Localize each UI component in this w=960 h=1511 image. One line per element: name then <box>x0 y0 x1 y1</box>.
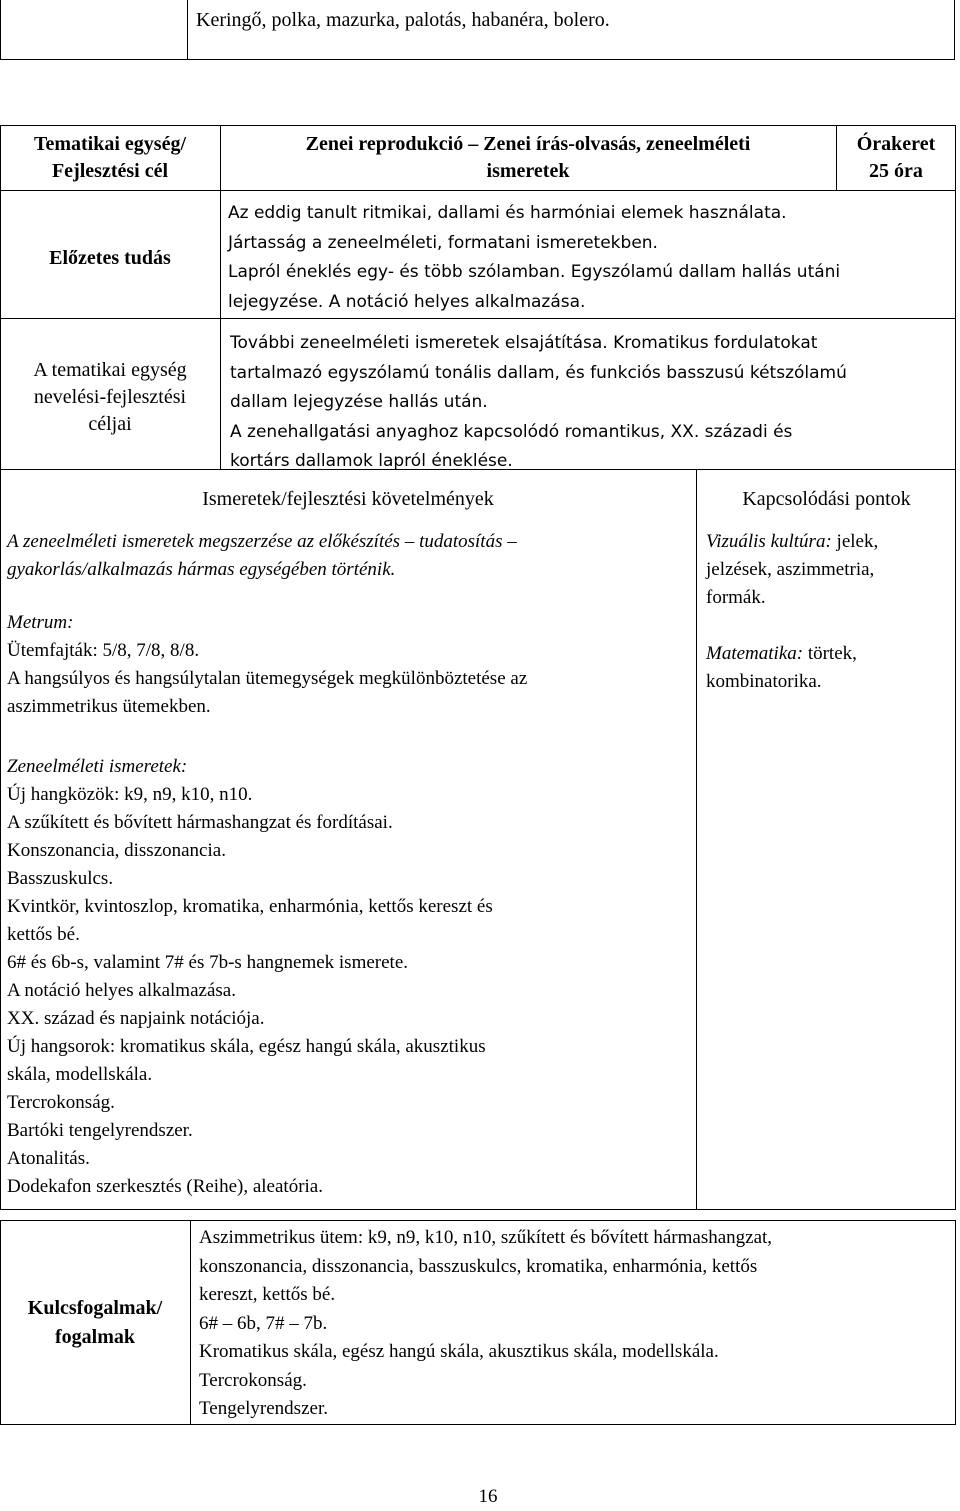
kulcsfogalmak-line: konszonancia, disszonancia, basszuskulcs, kromatika, enharmónia, kettős <box>199 1255 758 1277</box>
celjai-label <box>0 357 220 438</box>
elozetes-line: Jártasság a zeneelméleti, formatani ismeretekben. <box>228 232 658 253</box>
kulcsfogalmak-line: 6# – 6b, 7# – 7b. <box>199 1312 328 1334</box>
zeneelmeleti-heading: Zeneelméleti ismeretek: <box>7 756 188 777</box>
zeneelmeleti-line: Konszonancia, disszonancia. <box>7 840 226 861</box>
celjai-line: dallam lejegyzése hallás után. <box>230 392 488 412</box>
zeneelmeleti-line: Bartóki tengelyrendszer. <box>7 1120 193 1141</box>
celjai-label-line1: A tematikai egység <box>33 359 187 381</box>
zeneelmeleti-line: Basszuskulcs. <box>7 868 114 889</box>
section-title-line1: Zenei reprodukció – Zenei írás-olvasás, zeneelméleti <box>305 133 751 155</box>
top-left-cell <box>0 0 188 60</box>
elozetes-line: lejegyzése. A notáció helyes alkalmazása. <box>228 291 586 312</box>
kulcsfogalmak-divider <box>190 1220 191 1425</box>
tematikai-label-line1: Tematikai egység/ <box>33 133 187 155</box>
zeneelmeleti-line: 6# és 6b-s, valamint 7# és 7b-s hangnemek ismerete. <box>7 952 409 973</box>
kulcsfogalmak-label <box>0 1294 190 1352</box>
matek-label: Matematika: <box>706 643 804 664</box>
top-row-text: Keringő, polka, mazurka, palotás, habanéra, bolero. <box>196 9 610 31</box>
kulcsfogalmak-content <box>199 1224 954 1424</box>
metrum-line: aszimmetrikus ütemekben. <box>7 696 211 717</box>
ismeretek-intro-line1: A zeneelméleti ismeretek megszerzése az előkészítés – tudatosítás – <box>7 531 517 552</box>
elozetes-line: Lapról éneklés egy- és több szólamban. Egyszólamú dallam hallás utáni <box>228 262 841 282</box>
vizualis-line1 <box>706 528 954 556</box>
orakeret-value: 25 óra <box>869 160 923 182</box>
tematikai-label <box>0 131 220 185</box>
spacer <box>7 721 693 753</box>
row-divider-header <box>220 190 956 191</box>
spacer <box>706 612 954 640</box>
celjai-content <box>230 329 955 477</box>
elozetes-content <box>228 199 953 317</box>
kulcsfogalmak-line: Tercrokonság. <box>199 1369 307 1391</box>
row-divider-1 <box>0 190 220 191</box>
zeneelmeleti-line: A szűkített és bővített hármashangzat és fordításai. <box>7 812 393 833</box>
orakeret <box>836 131 956 185</box>
matek-line2: kombinatorika. <box>706 671 822 692</box>
vizualis-line3: formák. <box>706 587 766 608</box>
zeneelmeleti-line: A notáció helyes alkalmazása. <box>7 980 236 1001</box>
zeneelmeleti-line: kettős bé. <box>7 924 80 945</box>
kulcsfogalmak-line: Kromatikus skála, egész hangú skála, akusztikus skála, modellskála. <box>199 1341 719 1362</box>
metrum-heading: Metrum: <box>7 612 74 633</box>
vizualis-line2: jelzések, aszimmetria, <box>706 559 875 580</box>
zeneelmeleti-line: Dodekafon szerkesztés (Reihe), aleatória. <box>7 1176 323 1197</box>
vizualis-text: jelek, <box>831 531 879 552</box>
vizualis-label: Vizuális kultúra: <box>706 531 832 552</box>
zeneelmeleti-line: skála, modellskála. <box>7 1064 153 1085</box>
tematikai-label-line2: Fejlesztési cél <box>51 160 169 182</box>
section-title-line2: ismeretek <box>486 160 570 182</box>
ismeretek-content <box>7 528 693 1201</box>
col-divider-kapcsolodasi <box>696 469 697 1210</box>
orakeret-label: Órakeret <box>856 133 936 155</box>
page-number: 16 <box>478 1486 498 1507</box>
celjai-label-line2: nevelési-fejlesztési <box>33 386 187 408</box>
zeneelmeleti-line: Új hangközök: k9, n9, k10, n10. <box>7 784 253 805</box>
zeneelmeleti-line: Kvintkör, kvintoszlop, kromatika, enharmónia, kettős kereszt és <box>7 896 493 917</box>
section-title <box>220 131 836 185</box>
metrum-line: Ütemfajták: 5/8, 7/8, 8/8. <box>7 640 200 661</box>
zeneelmeleti-line: Új hangsorok: kromatikus skála, egész hangú skála, akusztikus <box>7 1036 486 1057</box>
kulcsfogalmak-line: Aszimmetrikus ütem: k9, n9, k10, n10, szűkített és bővített hármashangzat, <box>199 1227 773 1248</box>
matek-text: törtek, <box>803 643 857 664</box>
zeneelmeleti-line: Tercrokonság. <box>7 1092 115 1113</box>
kulcsfogalmak-line: Tengelyrendszer. <box>199 1398 328 1419</box>
celjai-line: A zenehallgatási anyaghoz kapcsolódó romantikus, XX. századi és <box>230 421 793 442</box>
elozetes-line: Az eddig tanult ritmikai, dallami és harmóniai elemek használata. <box>228 203 787 223</box>
kapcsolodasi-content <box>706 528 954 696</box>
celjai-line: tartalmazó egyszólamú tonális dallam, és funkciós basszusú kétszólamú <box>230 362 847 383</box>
kulcsfogalmak-line: kereszt, kettős bé. <box>199 1284 336 1305</box>
celjai-line: További zeneelméleti ismeretek elsajátítása. Kromatikus fordulatokat <box>230 333 818 353</box>
ismeretek-intro-line2: gyakorlás/alkalmazás hármas egységében történik. <box>7 559 396 580</box>
spacer <box>7 584 693 609</box>
matek-line1 <box>706 640 954 668</box>
zeneelmeleti-line: Atonalitás. <box>7 1148 90 1169</box>
kapcsolodasi-header: Kapcsolódási pontok <box>742 488 911 510</box>
ismeretek-header: Ismeretek/fejlesztési követelmények <box>202 488 494 510</box>
metrum-line: A hangsúlyos és hangsúlytalan ütemegységek megkülönböztetése az <box>7 668 528 689</box>
zeneelmeleti-line: XX. század és napjaink notációja. <box>7 1008 265 1029</box>
celjai-line: kortárs dallamok lapról éneklése. <box>230 451 513 471</box>
celjai-label-line3: céljai <box>88 413 132 435</box>
kulcsfogalmak-label-line1: Kulcsfogalmak/ <box>27 1297 163 1319</box>
kulcsfogalmak-label-line2: fogalmak <box>55 1326 135 1348</box>
row-divider-2 <box>0 318 956 319</box>
elozetes-label: Előzetes tudás <box>49 247 171 269</box>
